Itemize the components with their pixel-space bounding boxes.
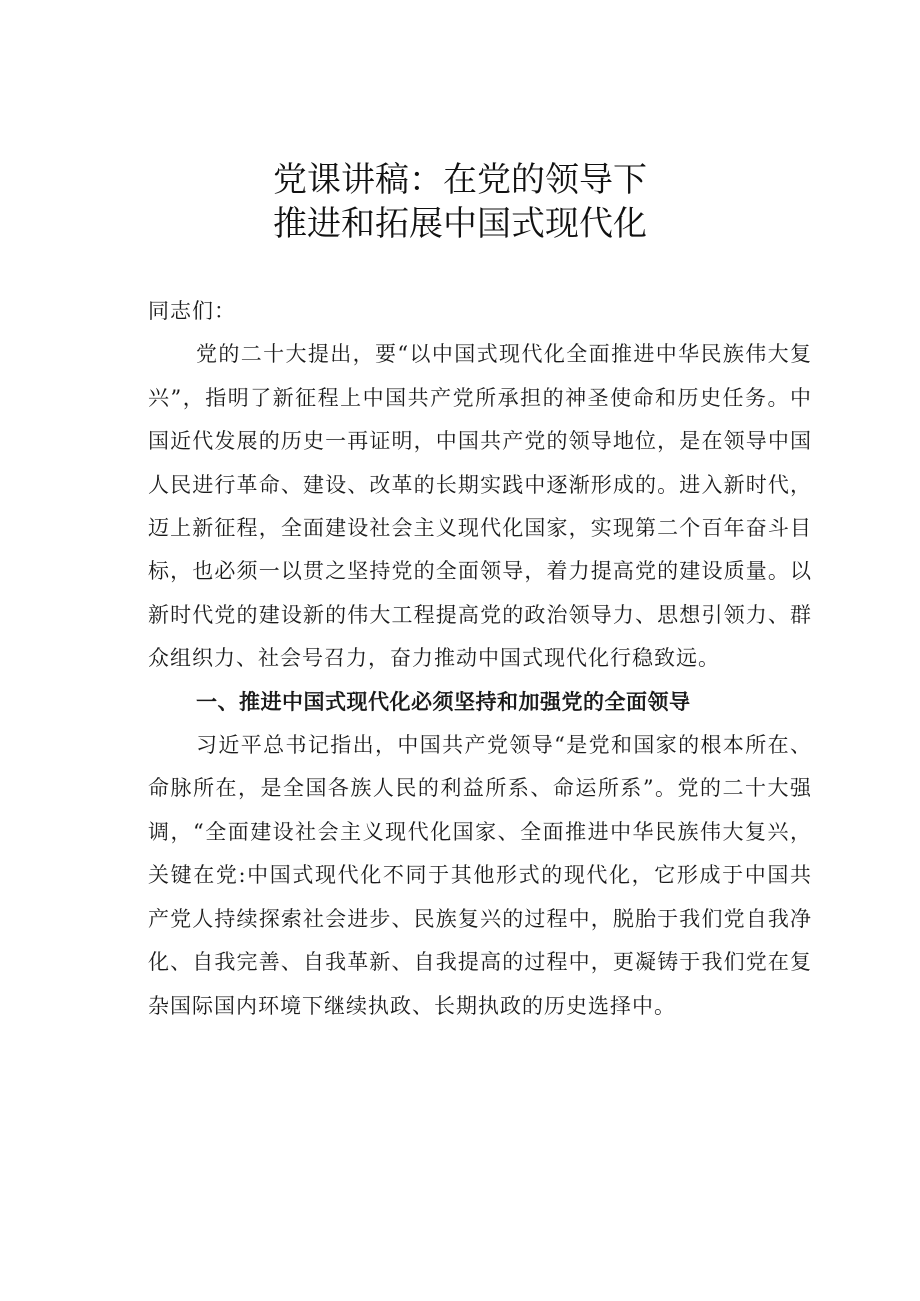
- title-line-2: 推进和拓展中国式现代化: [273, 204, 647, 244]
- section-heading-1: 一、推进中国式现代化必须坚持和加强党的全面领导: [196, 689, 691, 714]
- document-body: [148, 290, 812, 1028]
- paragraph-section-1: 习近平总书记指出，中国共产党领导“是党和国家的根本所在、命脉所在，是全国各族人民的利益所系、命运所系”。党的二十大强调，“全面建设社会主义现代化国家、全面推进中华民族伟大复兴，关键在党:中国式现代化不同于其他形式的现代化，它形成于中国共产党人持续探索社会进步、民族复兴的过程中，脱胎于我们党自我净化、自我完善、自我革新、自我提高的过程中，更凝铸于我们党在复杂国际国内环境下继续执政、长期执政的历史选择中。: [148, 733, 812, 1018]
- salutation: 同志们：: [148, 299, 236, 323]
- document-title: [0, 158, 920, 246]
- paragraph-intro: 党的二十大提出，要“以中国式现代化全面推进中华民族伟大复兴”，指明了新征程上中国共产党所承担的神圣使命和历史任务。中国近代发展的历史一再证明，中国共产党的领导地位，是在领导中国人民进行革命、建设、改革的长期实践中逐渐形成的。进入新时代，迈上新征程，全面建设社会主义现代化国家，实现第二个百年奋斗目标，也必须一以贯之坚持党的全面领导，着力提高党的建设质量。以新时代党的建设新的伟大工程提高党的政治领导力、思想引领力、群众组织力、社会号召力，奋力推动中国式现代化行稳致远。: [148, 342, 812, 671]
- title-line-1: 党课讲稿：在党的领导下: [273, 160, 647, 200]
